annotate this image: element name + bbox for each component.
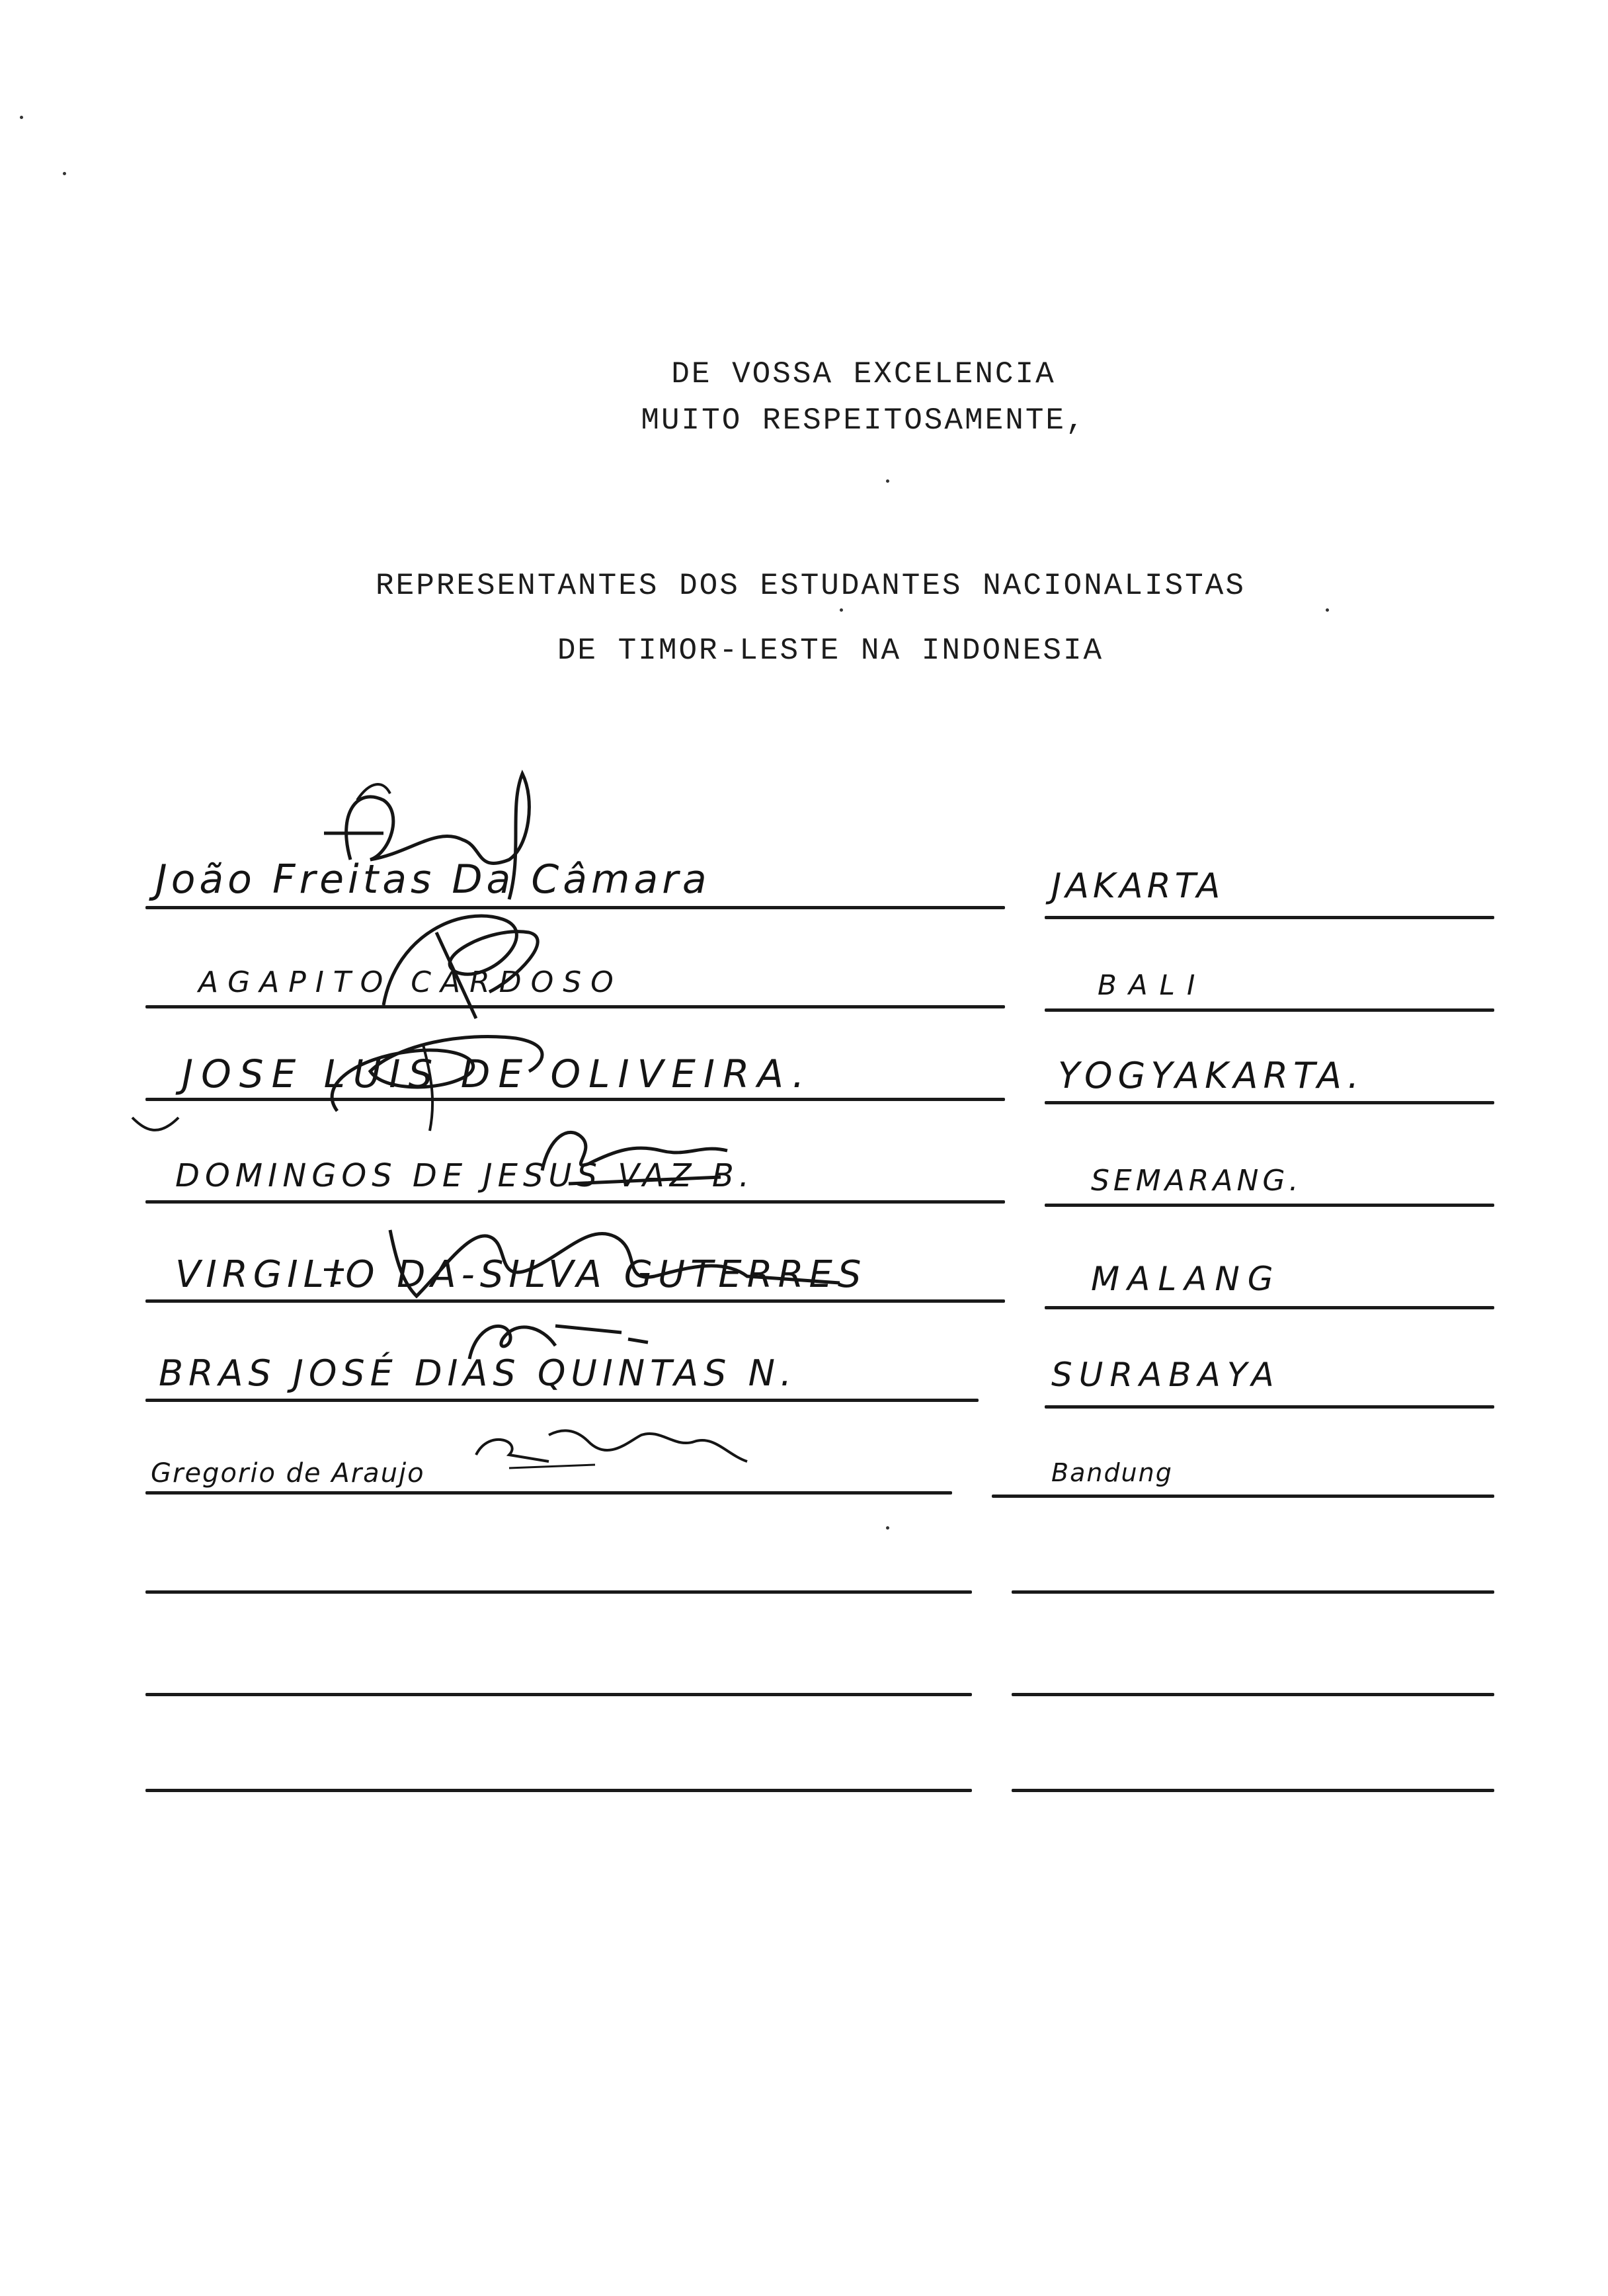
- name-rule-7: [145, 1491, 952, 1495]
- blank-name-rule-1: [145, 1590, 972, 1594]
- signature-scribble-5: [311, 1204, 840, 1306]
- scan-speck: [20, 116, 23, 119]
- signatory-name-6: BRAS JOSÉ DIAS QUINTAS N.: [159, 1352, 797, 1394]
- city-rule-3: [1045, 1101, 1494, 1104]
- signature-scribble-7: [463, 1402, 767, 1485]
- city-rule-1: [1045, 916, 1494, 919]
- signature-scribble-4: [529, 1111, 741, 1194]
- signature-scribble-6: [456, 1306, 674, 1382]
- signatory-group-line-2: DE TIMOR-LESTE NA INDONESIA: [557, 634, 1104, 668]
- signatory-name-7: Gregorio de Araujo: [151, 1458, 425, 1489]
- scan-speck: [840, 608, 843, 612]
- signatory-group-line-1: REPRESENTANTES DOS ESTUDANTES NACIONALISTAS: [376, 569, 1246, 603]
- signatory-city-5: MALANG: [1091, 1260, 1281, 1298]
- scan-speck: [1326, 608, 1329, 612]
- city-rule-5: [1045, 1306, 1494, 1309]
- signatory-name-5: VIRGILIO DA-SILVA GUTERRES: [175, 1253, 867, 1296]
- blank-city-rule-2: [1012, 1693, 1494, 1696]
- city-rule-2: [1045, 1008, 1494, 1012]
- signatory-name-3: JOSE LUIS DE OLIVEIRA.: [182, 1051, 813, 1096]
- signatory-name-4: DOMINGOS DE JESUS VAZ B.: [175, 1157, 755, 1194]
- signatory-city-1: JAKARTA: [1051, 866, 1225, 906]
- signatory-city-6: SURABAYA: [1051, 1356, 1281, 1394]
- city-rule-7: [992, 1495, 1494, 1498]
- blank-name-rule-3: [145, 1789, 972, 1792]
- scan-speck: [886, 1526, 889, 1530]
- city-rule-6: [1045, 1405, 1494, 1409]
- signatory-city-4: SEMARANG.: [1091, 1164, 1303, 1198]
- scan-speck: [63, 172, 66, 175]
- blank-city-rule-1: [1012, 1590, 1494, 1594]
- signatory-name-2: AGAPITO CARDOSO: [198, 965, 623, 999]
- closing-line-1: DE VOSSA EXCELENCIA: [671, 357, 1056, 391]
- blank-city-rule-3: [1012, 1789, 1494, 1792]
- blank-name-rule-2: [145, 1693, 972, 1696]
- signature-scribble-3: [119, 1005, 595, 1141]
- city-rule-4: [1045, 1204, 1494, 1207]
- signatory-name-1: João Freitas Da Câmara: [155, 856, 711, 903]
- signatory-city-2: BALI: [1098, 969, 1207, 1001]
- scan-speck: [886, 479, 889, 483]
- signatory-city-7: Bandung: [1051, 1458, 1173, 1487]
- signatory-city-3: YOGYAKARTA.: [1058, 1055, 1365, 1096]
- closing-line-2: MUITO RESPEITOSAMENTE,: [641, 403, 1086, 438]
